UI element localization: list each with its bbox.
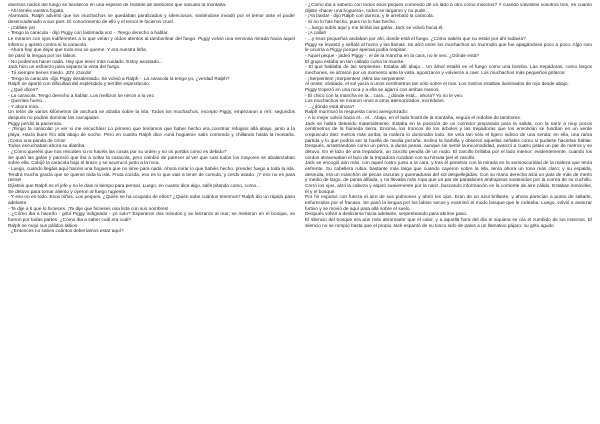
paragraph: - No podemos hacer nada. Hay que tener más cuidado. Estoy asustado...	[8, 59, 163, 65]
paragraph: Se quitó las gafas y pareció que iba a soltar la caracola, pero cambió de parecer al ver que casi todos los mayores se abalanzaban sobre ella. Cobijó la caracola bajo el brazo y se acurrucó junto a la roca.	[8, 155, 295, 167]
paragraph: - Si no lo has hecho, pues no lo has hecho.	[305, 19, 397, 25]
paragraph: - El que hablaba de las serpientes. Estaba allí abajo... Un árbol estalló en el fuego como una bomba. Las trepadoras, como largos mechones, se alzaron por un momento ante la vista, agonizaron y volvieron a caer. Los muchachos más pequeños gritaron:	[305, 65, 592, 76]
paragraph: - ¡Tengo la caracola! ¡A ver si me escucháis! Lo primero que teníamos que haber hecho era construir refugios allá abajo, junto a la playa. Hacía buen frío allá abajo de noche. Pero en cuanto Ralph dice «una hoguera» salís corriendo y chillando hasta la montaña. ¡Como una panda de críos!	[8, 127, 295, 144]
paragraph: Piggy tropezó en una roca y a ella se agarró con ambas manos.	[305, 87, 440, 93]
paragraph: - ¡Serpientes! ¡Serpientes! ¡Mira las serpientes!	[305, 76, 405, 82]
paragraph: Jack se encogió aún más, con aquel rostro junto a la cara, y tras él penetrar con la mirada en la semioscuridad de la maleza que tenía enfrente. Su cabellera rubia, bastante más larga que cuando cayeron sobre la isla, tenía ahora un tono más claro; y su espalda, desnuda, era un manchón de pecas oscuras y quemaduras del sol despellejadas. Con su mano derecha asía un palo de más de metro y medio de largo, de punta afilada, y no llevaba más ropa que un par de pantalones andrajosos sostenidos por la correa de su cuchillo. Cerró los ojos, alzó la cabeza y aspiró suavemente por la nariz, buscando información en la corriente de aire cálido. Estaban inmóviles, él y el bosque.	[305, 161, 592, 195]
paragraph: - A lo mejor volvió hacia el... el... Abajo, en el lado hostil de la montaña, seguía el redoble de tambores.	[305, 116, 522, 122]
paragraph: - ...luego subís aquí y me birláis las gafas. Jack se volvió hacia él.	[305, 25, 444, 31]
paragraph: - Luego, cuando llegáis aquí hacéis una hoguera que no sirve para nada. Ahora mirar lo que habéis hecho, prender fuego a toda la isla. Tendrá mucha gracia que se queme toda la isla. Fruta cocida, eso es lo que vais a tener de comida, y cerdo asado. ¡Y eso no es para reírse!	[8, 167, 295, 184]
paragraph: - ¿Qué dices?	[8, 87, 38, 93]
paragraph: - Ahora hay que dejar que todo eso se queme. Y era nuestra leña.	[8, 48, 147, 54]
paragraph: - Y ahora mira...	[8, 104, 42, 110]
paragraph: - ¿Cómo iba a saberlo con todos esos peques corriendo de un lado a otro como insectos? Y cuando volvisteis vosotros tres, en cuanto dijiste «hacer una hoguera», todos se largaron y no pude...	[305, 3, 592, 14]
paragraph: - ¿Cómo iba a hacerlo - gritó Piggy indignado - yo solo? Esperaron dos minutos y se lanzaron al mar; se metieron en el bosque, se fueron por todas partes. ¿Cómo iba a saber cuál era cuál?	[8, 212, 295, 223]
paragraph: El silencio del bosque era aún más abrumador que el calor, y a aquella hora del día ni siquiera se oía el zumbido de los insectos. El silencio no se rompió hasta que el propio Jack espantó de su tosco nido de palos a un llamativo pájaro; su grito agudo	[305, 217, 592, 229]
left-text-column	[8, 3, 295, 424]
paragraph: - Y eso no es todo. Esos niños. Los peques. ¿Quién se ha ocupado de ellos? ¿Quién sabe cuántos tenemos? Ralph dio un rápido paso adelante.	[8, 195, 295, 206]
paragraph: - Aquel peque - jadeó Piggy -, el de la mancha en la cara, no le veo. ¿Dónde está?	[305, 53, 480, 59]
paragraph: - Te dije a ti que lo hicieses. ¡Te dije que hicieses una lista con sus nombres!	[8, 206, 169, 212]
paragraph: Los muchachos se miraron unos a otros atemorizados, incrédulos.	[305, 99, 445, 105]
paragraph: - ¡Ya basta! - dijo Ralph con dureza, y le arrebató la caracola.	[305, 14, 435, 20]
paragraph: - Tengo la caracola - dijo Piggy con lastimada voz -. Tengo derecho a hablar.	[8, 31, 169, 37]
paragraph: - ...y esos pequeños andaban por ahí, donde está el fuego. ¿Cómo sabéis que no están por ahí todavía?	[305, 36, 526, 42]
paragraph: Se pasó la lengua por los labios.	[8, 53, 77, 59]
paragraph: Después volvió a deslizarse hacia adelante, serpenteando para abrirse paso.	[305, 212, 468, 218]
paragraph: Jack hizo un esfuerzo para separar la vista del fuego.	[8, 65, 121, 71]
paragraph: Piggy se levantó y señaló al humo y las llamas. Se alzó entre los muchachos un murmullo que fue apagándose poco a poco. Algo raro le ocurría a Piggy porque apenas podía respirar.	[305, 42, 592, 54]
paragraph: diversos ruidos del fuego se fundieron en una especie de redoble de tambores que sacudió la montaña.	[8, 3, 227, 8]
paragraph: Al oeste, olvidado, el sol yacía a unos centímetros tan sólo sobre el mar. Los rostros estaban iluminados de rojo desde abajo.	[305, 82, 569, 88]
paragraph: - Tú siempre tienes miedo. ¡Eh! ¡Gordo!	[8, 70, 92, 76]
paragraph: - Queríais humo...	[8, 99, 47, 105]
paragraph: Ralph se mojó sus pálidos labios.	[8, 223, 79, 229]
paragraph: Por fin expulsó con fuerza el aire de sus pulmones y abrió los ojos. Eran de un azul brillante, y ahora parecían a punto de saltarle, enfurecidos por el fracaso. Se pasó la lengua por los labios secos y examinó el mudo bosque que le rodeaba. Luego, volvió a avanzar furtivo y se movió de aquí para allá sobre el suelo.	[305, 195, 592, 212]
paragraph: - La caracola. Tengo derecho a hablar. Los mellizos se rieron a la vez.	[8, 93, 156, 99]
paragraph: Alarmado, Ralph advirtió que los muchachos se quedaban paralizados y silenciosos, sintiéndose invadir por el temor ante el poder desencadenado a sus pies. El conocimiento de ello y el temor le hicieron cruel.	[8, 14, 295, 25]
paragraph: - ¡A callar!	[305, 31, 327, 37]
paragraph: Le miraron con ojos indiferentes a lo que veían y oídos atentos al tamborilear del fuego. Piggy volvió una nerviosa mirada hacia aquel infierno y apretó contra sí la caracola.	[8, 36, 295, 48]
paragraph: Un telón de varios kilómetros de anchura se alzaba sobre la isla. Todos los muchachos, excepto Piggy, empezaron a reír; segundos después no podían dominar las carcajadas.	[8, 110, 295, 122]
paragraph: Todos escuchaban ahora su diatriba.	[8, 144, 86, 150]
paragraph: - Tengo la caracola -dijo Piggy desalentado. Se volvió a Ralph -. La caracola la tengo yo, ¿verdad Ralph?	[8, 76, 230, 82]
paragraph: Jack se había detenido materialmente. Estaba en la posición de un corredor preparado para la salida, con la nariz a muy pocos centímetros de la húmeda tierra. Encima, los troncos de los árboles y las trepadoras que los envolvían se fundían en un verde crepúsculo diez metros más arriba; la maleza lo dominaba todo. Se veía tan sólo el ligero indicio de una senda: en ella, una rama partida y lo que podría ser la huella de media pezuña. Inclinó la barbilla y observó aquellas señales como si pudiese hacerlas hablar. Después, arrastrándose como un perro, a duras penas, aunque sin sentir la incomodidad, avanzó a cuatro patas un par de metros y se detuvo. En el lazo de una trepadora, un zarcillo pendía de un nudo. El zarcillo brillaba por el lado interior; evidentemente, cuando los cerdos atravesaban el lazo de la trepadora rozaban con su hirsuta piel el zarcillo.	[305, 121, 592, 161]
paragraph: Ralph se apartó con dificultad del espléndido y terrible espectáculo.	[8, 82, 151, 88]
paragraph: - El chico con la mancha en la... cara... ¿dónde está... ahora? Yo no le veo.	[305, 93, 464, 99]
paragraph: - Ahí tenéis vuestra fogata.	[8, 8, 65, 14]
paragraph: - ¡Cállate ya!	[8, 25, 35, 31]
paragraph: Se detuvo para tomar aliento y oyeron al fuego rugiente.	[8, 189, 127, 195]
paragraph: El grupo estaba en tan callado como la muerte.	[305, 59, 405, 65]
right-text-column	[305, 3, 592, 424]
paragraph: - ...¿dónde está ahora?	[305, 104, 355, 110]
paragraph: Dijisteis que Ralph es el jefe y no le dais ni tiempo para pensar. Luego, en cuanto dice algo, salís pitando como, como...	[8, 184, 261, 189]
paragraph: Ralph murmuró la respuesta como avergonzado:	[305, 110, 408, 116]
paragraph: Piggy perdió la paciencia.	[8, 121, 63, 127]
paragraph: - ¿Cómo queréis que nos rescaten si no hacéis las cosas por su orden y no os portáis como es debido?	[8, 150, 227, 156]
paragraph: - ¿Entonces no sabes cuántos deberíamos estar aquí?	[8, 229, 124, 235]
